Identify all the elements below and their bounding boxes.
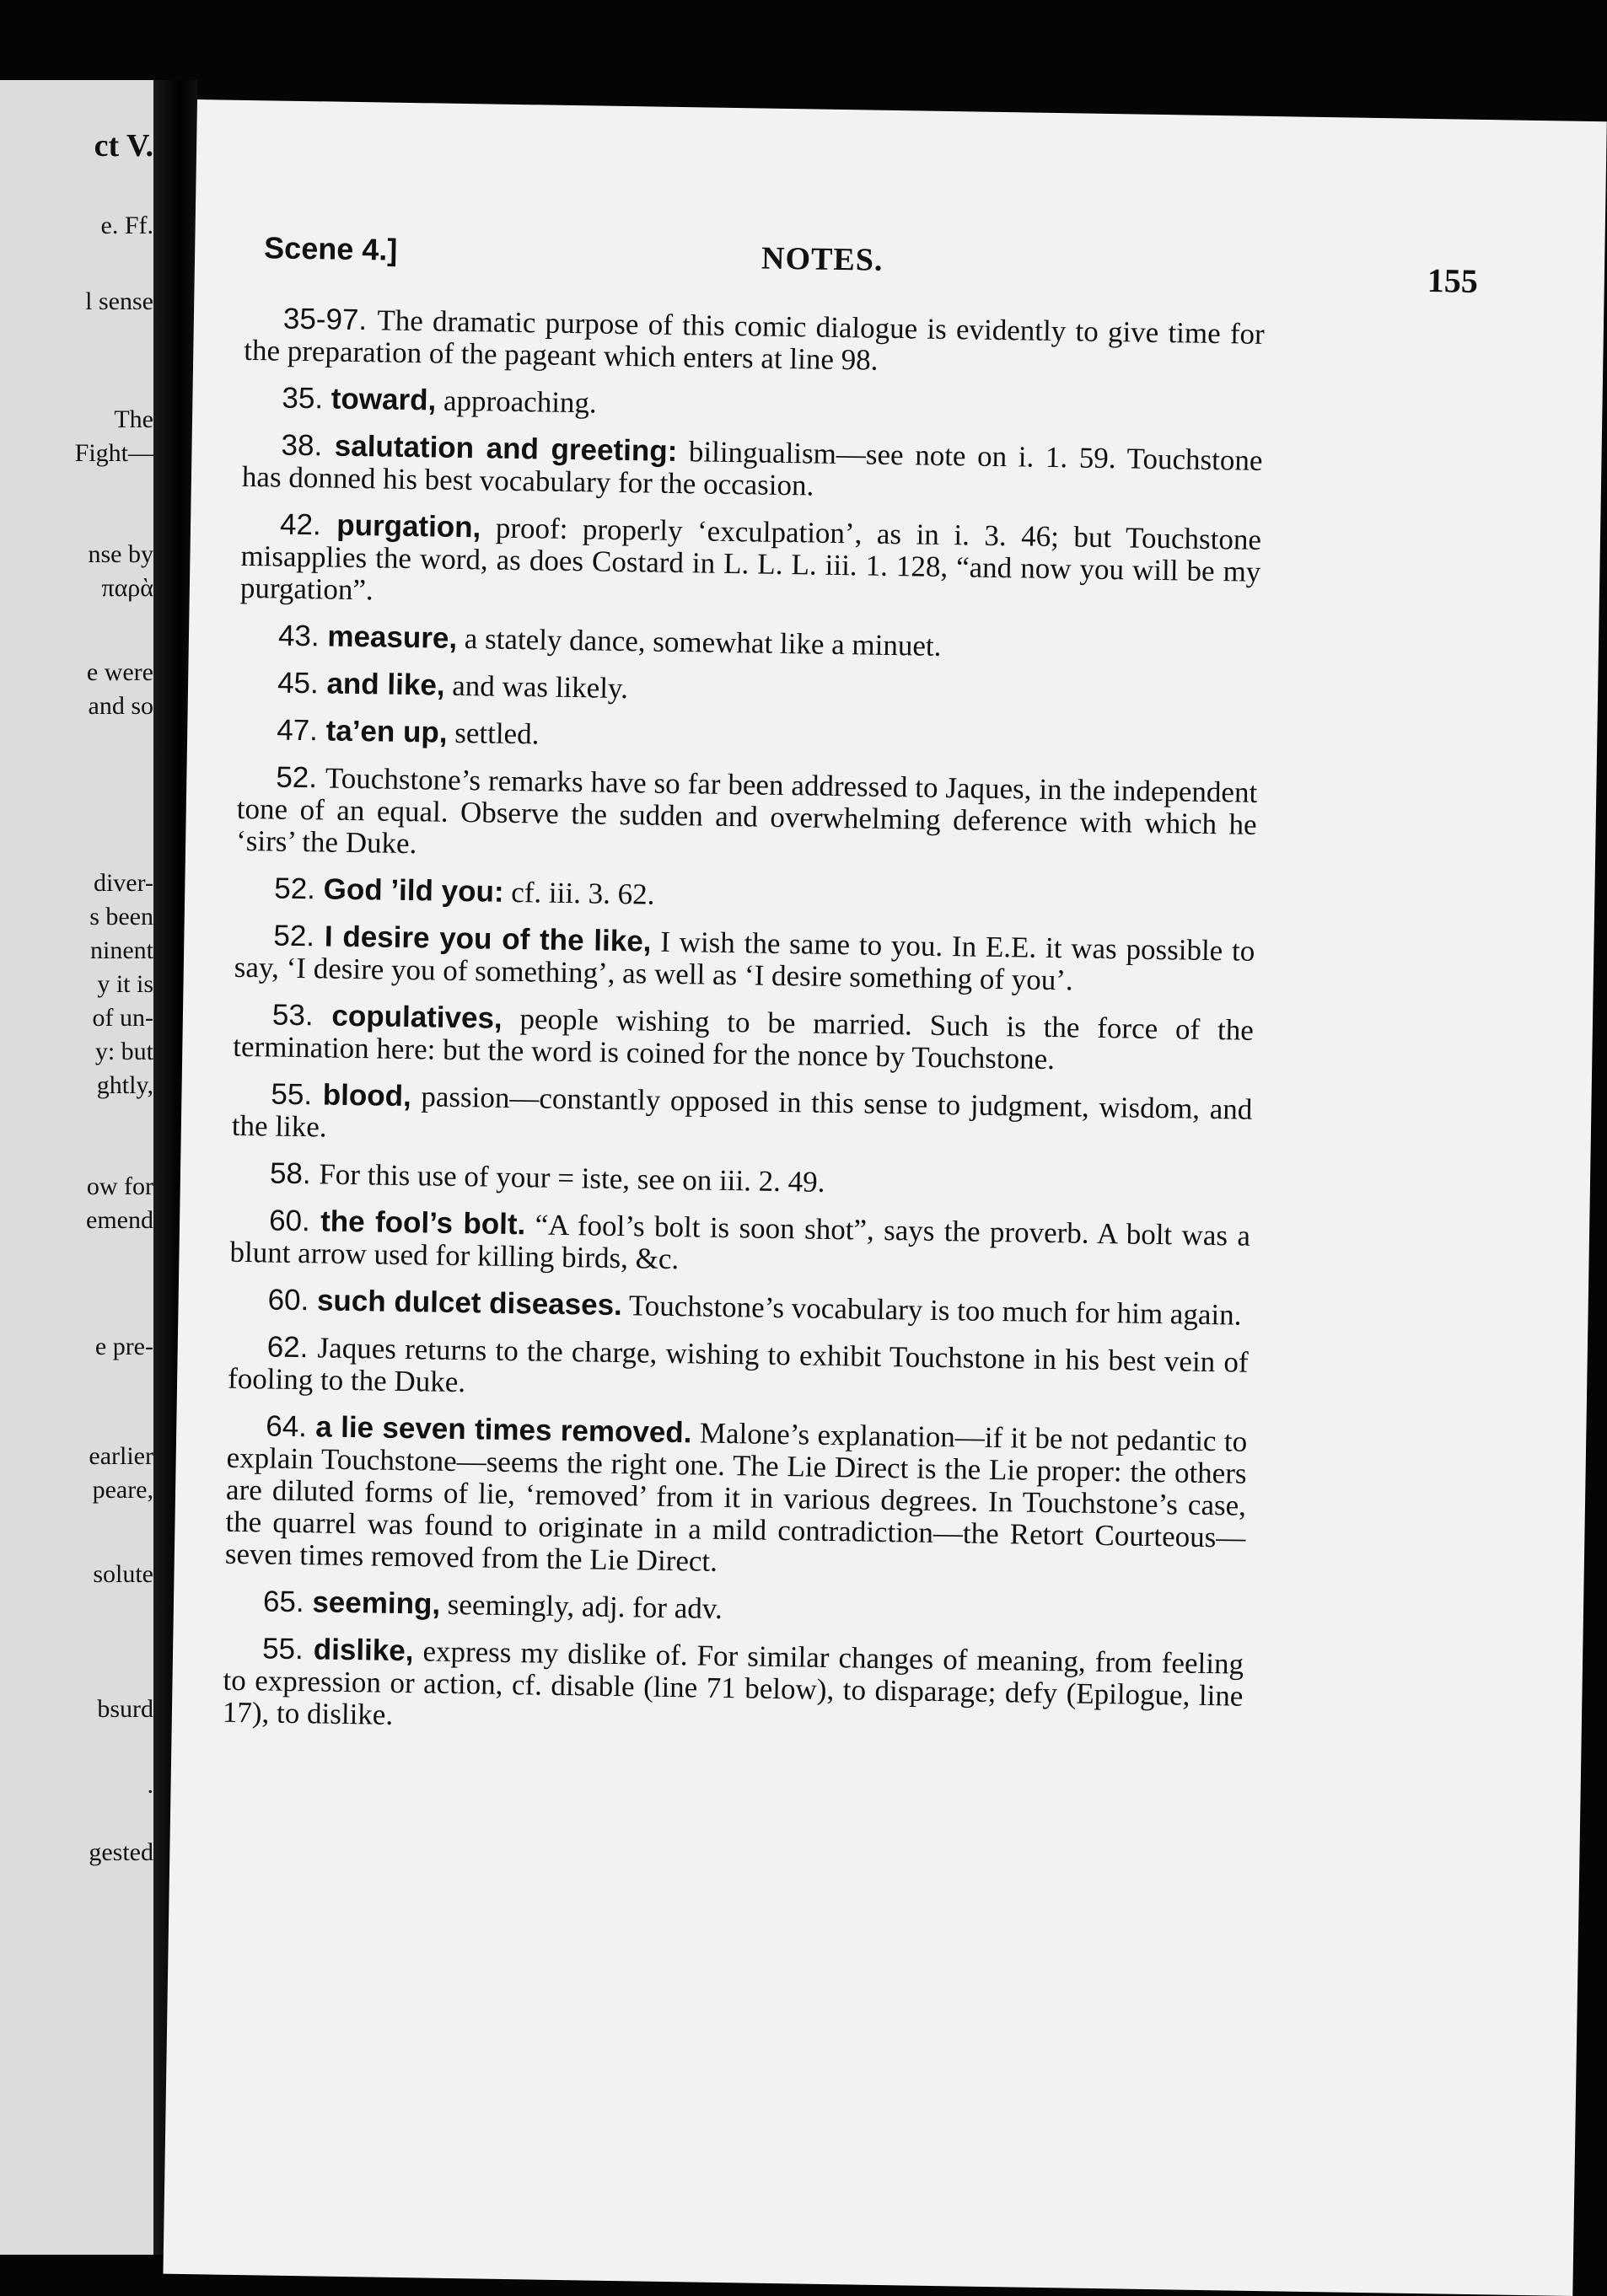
note-entry (223, 1633, 1244, 1745)
note-gloss: and was likely. (444, 668, 629, 705)
left-page-fragment (0, 80, 153, 2255)
note-gloss: express my dislike of. For similar changes of meaning, from feeling to expression or action, cf. disable (line 71 below), to disparage; defy (Epilogue, line 17), to dislike. (222, 1634, 1244, 1731)
note-entry (233, 999, 1254, 1079)
note-lemma: seeming, (312, 1585, 441, 1621)
note-line-number: 52. (273, 919, 325, 953)
note-gloss: seemingly, adj. for adv. (439, 1587, 723, 1626)
left-page-text-fragment: l sense (85, 287, 153, 315)
left-page-text-fragment: y: but (94, 1038, 153, 1065)
notes-list (222, 303, 1265, 1760)
note-lemma: measure, (327, 620, 458, 655)
left-page-text-fragment: solute (93, 1560, 153, 1588)
note-gloss: Malone’s explanation—if it be not pedantic to explain Touchstone—seems the right one. The Lie Direct is the Lie proper: the others are diluted forms of lie, ‘removed’ from it in various degrees. In Touchstone’s case, the quarrel was found to originate in a mild contradiction—the Retort Courteous—seven times removed from the Lie Direct. (224, 1416, 1248, 1578)
note-entry (235, 872, 1255, 920)
note-gloss: The dramatic purpose of this comic dialogue is evidently to give time for the preparation of the pageant which enters at line 98. (244, 303, 1266, 377)
note-gloss: I wish the same to you. In E.E. it was possible to say, ‘I desire you of something’, as well as ‘I desire something of you’. (234, 925, 1255, 997)
note-gloss: settled. (447, 716, 540, 751)
note-gloss: Touchstone’s vocabulary is too much for him again. (621, 1289, 1242, 1332)
note-line-number: 60. (267, 1283, 318, 1317)
note-line-number: 53. (271, 998, 332, 1033)
left-page-text-fragment: earlier (89, 1442, 153, 1470)
note-gloss: proof: properly ‘exculpation’, as in i. 3. 46; but Touchstone misapplies the word, as does Costard in L. L. L. iii. 1. 128, “and now you will be my purgation”. (239, 511, 1262, 607)
note-lemma: toward, (331, 382, 437, 417)
left-page-text-fragment: bsurd (97, 1695, 153, 1723)
left-page-text-fragment: ninent (90, 936, 153, 964)
left-page-text-fragment: s been (89, 903, 153, 931)
left-page-text-fragment: Fight— (74, 439, 153, 467)
note-gloss: “A fool’s bolt is soon shot”, says the proverb. A bolt was a blunt arrow used for killing birds, &c. (229, 1208, 1251, 1276)
note-entry (228, 1284, 1249, 1332)
note-gloss: a stately dance, somewhat like a minuet. (456, 621, 942, 663)
note-entry (231, 1157, 1251, 1205)
note-lemma: ta’en up, (325, 714, 448, 749)
left-page-text-fragment: peare, (92, 1476, 153, 1504)
left-page-text-fragment: . (147, 1771, 153, 1799)
note-entry (225, 1410, 1248, 1586)
note-entry (236, 761, 1258, 873)
note-line-number: 38. (281, 428, 336, 463)
left-page-text-fragment: ow for (86, 1172, 153, 1200)
note-lemma: a lie seven times removed. (315, 1410, 692, 1450)
note-entry (228, 1331, 1249, 1411)
note-lemma: dislike, (313, 1633, 414, 1668)
left-page-text-fragment: ct V. (94, 128, 153, 164)
note-entry (242, 429, 1263, 509)
note-line-number: 47. (276, 713, 326, 748)
note-gloss: Touchstone’s remarks have so far been addressed to Jaques, in the independent tone of an equal. Observe the sudden and overwhelming deference with which he ‘sirs’ the Duke. (235, 761, 1258, 861)
note-entry (240, 508, 1262, 620)
note-lemma: salutation and greeting: (334, 429, 678, 468)
left-page-text-fragment: emend (86, 1206, 153, 1234)
left-page-text-fragment: y it is (97, 970, 153, 998)
note-entry (224, 1585, 1244, 1633)
note-gloss: people wishing to be married. Such is the force of the termination here: but the word is coined for the nonce by Touchstone. (233, 1001, 1255, 1076)
note-lemma: the fool’s bolt. (320, 1204, 526, 1242)
note-line-number: 52. (276, 760, 326, 795)
left-page-text-fragment: e. Ff. (100, 212, 153, 239)
note-line-number: 55. (261, 1632, 314, 1666)
note-line-number: 45. (277, 666, 327, 700)
note-gloss: bilingualism—see note on i. 1. 59. Touchstone has donned his best vocabulary for the occasion. (241, 434, 1263, 502)
scene-label: Scene 4.] (263, 230, 398, 267)
note-lemma: copulatives, (331, 999, 503, 1035)
note-lemma: I desire you of the like, (324, 920, 652, 958)
left-page-text-fragment: diver- (93, 869, 153, 897)
running-head (263, 225, 1479, 300)
note-entry (239, 667, 1259, 715)
note-lemma: God ’ild you: (323, 872, 504, 909)
note-line-number: 42. (279, 507, 337, 542)
note-line-number: 58. (269, 1156, 320, 1191)
note-lemma: such dulcet diseases. (316, 1284, 623, 1322)
note-entry (234, 920, 1255, 1000)
left-page-text-fragment: gested (89, 1838, 153, 1866)
note-line-number: 43. (277, 619, 328, 653)
note-line-number: 35. (282, 381, 332, 416)
note-lemma: and like, (326, 667, 445, 702)
note-line-number: 62. (266, 1330, 318, 1365)
note-gloss: For this use of your = iste, see on iii. 2. 49. (319, 1157, 825, 1199)
note-gloss: approaching. (435, 384, 598, 420)
note-line-number: 55. (271, 1077, 324, 1112)
note-entry (243, 382, 1263, 430)
note-entry (244, 303, 1265, 383)
left-page-text-fragment: παρὰ (101, 574, 153, 602)
page-number: 155 (1427, 260, 1479, 300)
book-page (163, 99, 1606, 2296)
note-gloss: Jaques returns to the charge, wishing to exhibit Touchstone in his best vein of fooling to the Duke. (227, 1331, 1249, 1399)
left-page-text-fragment: e were (86, 658, 153, 686)
note-gloss: passion—constantly opposed in this sense to judgment, wisdom, and the like. (231, 1080, 1253, 1144)
left-page-text-fragment: e pre- (94, 1333, 153, 1360)
note-line-number: 52. (274, 872, 324, 906)
left-page-text-fragment: ghtly, (96, 1071, 153, 1099)
left-page-text-fragment: and so (88, 692, 153, 720)
left-page-text-fragment: The (114, 405, 153, 433)
note-entry (232, 1078, 1253, 1158)
note-entry (238, 714, 1258, 762)
page-title: NOTES. (761, 240, 884, 278)
note-lemma: blood, (322, 1078, 412, 1113)
note-entry (229, 1204, 1250, 1285)
note-line-number: 35-97. (282, 302, 378, 337)
note-line-number: 65. (262, 1585, 313, 1619)
note-line-number: 60. (268, 1204, 321, 1238)
note-lemma: purgation, (336, 508, 481, 544)
note-gloss: cf. iii. 3. 62. (503, 875, 655, 911)
note-entry (239, 620, 1260, 668)
note-line-number: 64. (265, 1409, 316, 1444)
left-page-text-fragment: of un- (92, 1004, 153, 1032)
left-page-text-fragment: nse by (88, 540, 153, 568)
